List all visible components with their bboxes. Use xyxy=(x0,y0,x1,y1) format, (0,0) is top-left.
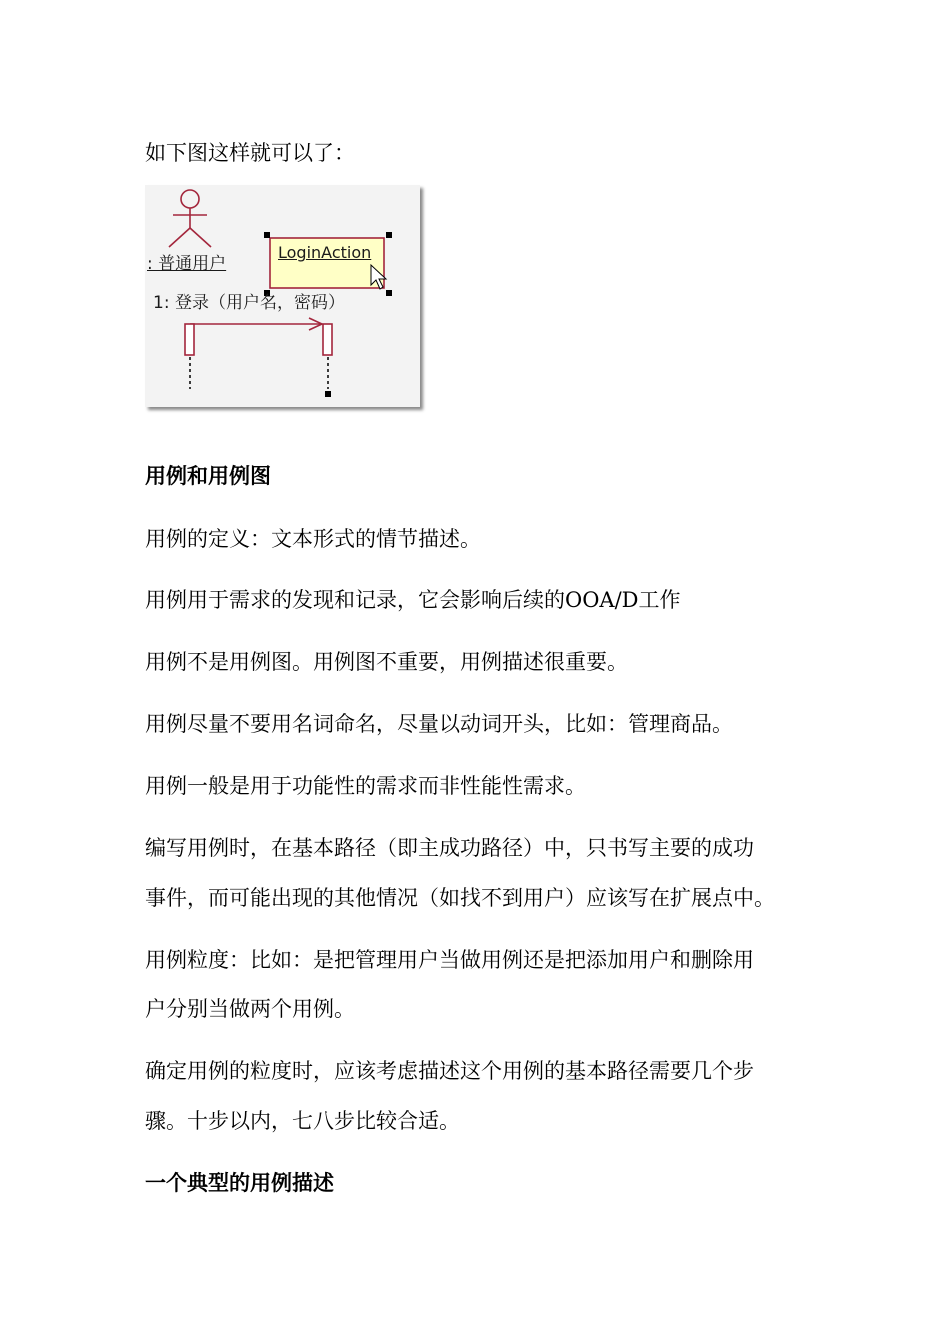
paragraph-line: 事件，而可能出现的其他情况（如找不到用户）应该写在扩展点中。 xyxy=(145,886,775,910)
paragraph-line: 用例的定义：文本形式的情节描述。 xyxy=(145,527,481,551)
paragraph-line: 用例粒度：比如：是把管理用户当做用例还是把添加用户和删除用 xyxy=(145,948,754,972)
section-heading-typical-description: 一个典型的用例描述 xyxy=(145,1170,334,1195)
paragraph-line: 编写用例时，在基本路径（即主成功路径）中，只书写主要的成功 xyxy=(145,836,754,860)
paragraph-line: 确定用例的粒度时，应该考虑描述这个用例的基本路径需要几个步 xyxy=(145,1059,754,1083)
message-arrow xyxy=(190,318,322,330)
sequence-diagram xyxy=(145,185,420,407)
paragraph-line: 用例一般是用于功能性的需求而非性能性需求。 xyxy=(145,774,586,798)
object-label: LoginAction xyxy=(278,243,372,262)
paragraph-line: 用例用于需求的发现和记录，它会影响后续的OOA/D工作 xyxy=(145,588,681,612)
message-label: 1: 登录（用户名，密码） xyxy=(153,293,345,313)
paragraph-line: 骤。十步以内，七八步比较合适。 xyxy=(145,1109,460,1133)
actor-label: : 普通用户 xyxy=(147,254,227,274)
paragraph-line: 用例尽量不要用名词命名，尽量以动词开头，比如：管理商品。 xyxy=(145,712,733,736)
paragraph-line: 用例不是用例图。用例图不重要，用例描述很重要。 xyxy=(145,650,628,674)
section-heading-use-cases: 用例和用例图 xyxy=(145,463,271,488)
paragraph-line: 户分别当做两个用例。 xyxy=(145,997,355,1021)
object-activation-bar xyxy=(323,324,332,355)
actor-activation-bar xyxy=(185,324,194,355)
actor-icon xyxy=(169,190,211,247)
intro-text: 如下图这样就可以了： xyxy=(145,141,355,165)
